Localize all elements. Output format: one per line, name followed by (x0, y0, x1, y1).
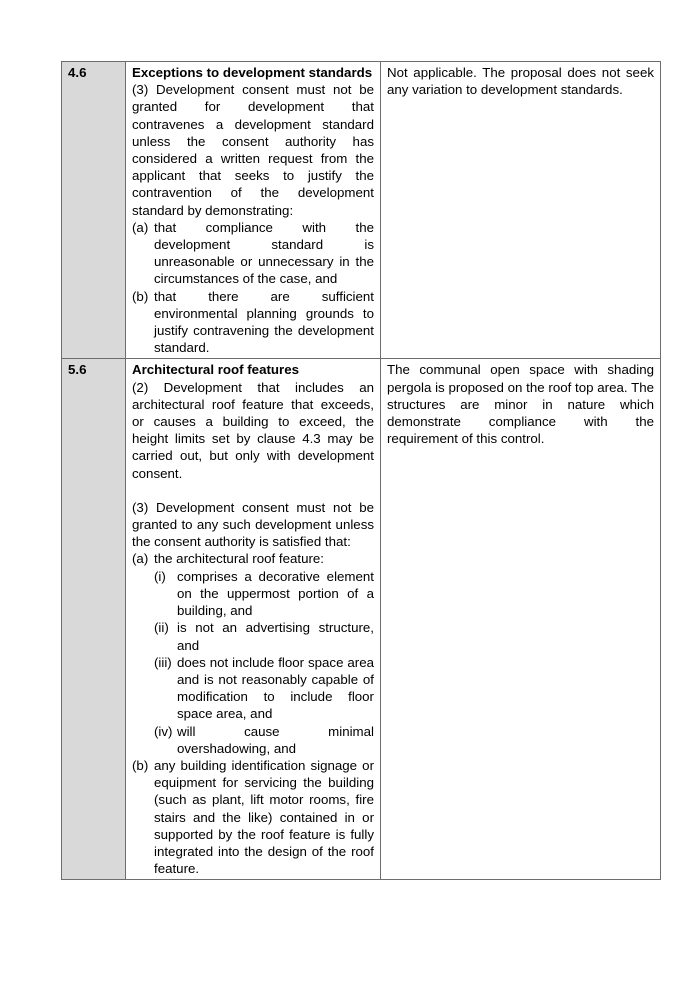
clause-text-cell (126, 359, 381, 880)
sub-list-item (132, 723, 374, 757)
clause-paragraph: (3) Development consent must not be granted for development that contravenes a development standard unless the consent authority has considered a written request from the applicant that seeks to justify the contravention of the development standard by demonstrating: (132, 82, 374, 218)
table-row (62, 359, 661, 880)
sub-list-item (132, 654, 374, 723)
sub-list-item (132, 568, 374, 620)
sub-list-item-text: comprises a decorative element on the uppermost portion of a building, and (177, 568, 374, 619)
list-item (132, 550, 374, 567)
comment-cell: Not applicable. The proposal does not seek any variation to development standards. (381, 62, 661, 359)
list-item-text: that compliance with the development standard is unreasonable or unnecessary in the circumstances of the case, and (154, 219, 374, 287)
sub-list-item-label: (i) (154, 568, 166, 584)
clause-paragraph: (2) Development that includes an architectural roof feature that exceeds, or causes a building to exceed, the height limits set by clause 4.3 may be carried out, but only with development consent. (132, 379, 374, 481)
sub-list-item-text: is not an advertising structure, and (177, 620, 374, 653)
list-item (132, 757, 374, 877)
list-item-label: (b) (132, 288, 149, 304)
sub-list-item-label: (ii) (154, 620, 169, 636)
list-item-label: (a) (132, 551, 149, 567)
list-item-text: the architectural roof feature: (154, 551, 324, 567)
sub-list-item-label: (iv) (154, 723, 173, 739)
list-item (132, 219, 374, 288)
clause-text-cell (126, 62, 381, 359)
clause-title: Exceptions to development standards (132, 65, 373, 80)
list-item-text: any building identification signage or equipment for servicing the building (such as plant, lift motor rooms, fire stairs and the like) contained in or supported by the roof feature is fully integrated into the design of the roof feature. (154, 757, 374, 877)
sub-list-item-text: will cause minimal overshadowing, and (177, 723, 374, 756)
clause-title: Architectural roof features (132, 362, 299, 378)
list-item (132, 288, 374, 357)
clause-number: 5.6 (62, 359, 126, 880)
clause-number: 4.6 (62, 62, 126, 359)
clause-paragraph: (3) Development consent must not be granted to any such development unless the consent authority is satisfied that: (132, 499, 374, 550)
sub-list-item-text: does not include floor space area and is not reasonably capable of modification to include floor space area, and (177, 654, 374, 722)
list-item-text: that there are sufficient environmental planning grounds to justify contravening the development standard. (154, 288, 374, 356)
sub-list-item (132, 619, 374, 653)
list-item-label: (a) (132, 219, 149, 235)
sub-list-item-label: (iii) (154, 654, 172, 670)
planning-compliance-table (61, 61, 661, 880)
list-item-label: (b) (132, 757, 149, 773)
table-row (62, 62, 661, 359)
paragraph-spacer (132, 482, 374, 499)
comment-cell: The communal open space with shading pergola is proposed on the roof top area. The structures are minor in nature which demonstrate compliance with the requirement of this control. (381, 359, 661, 880)
